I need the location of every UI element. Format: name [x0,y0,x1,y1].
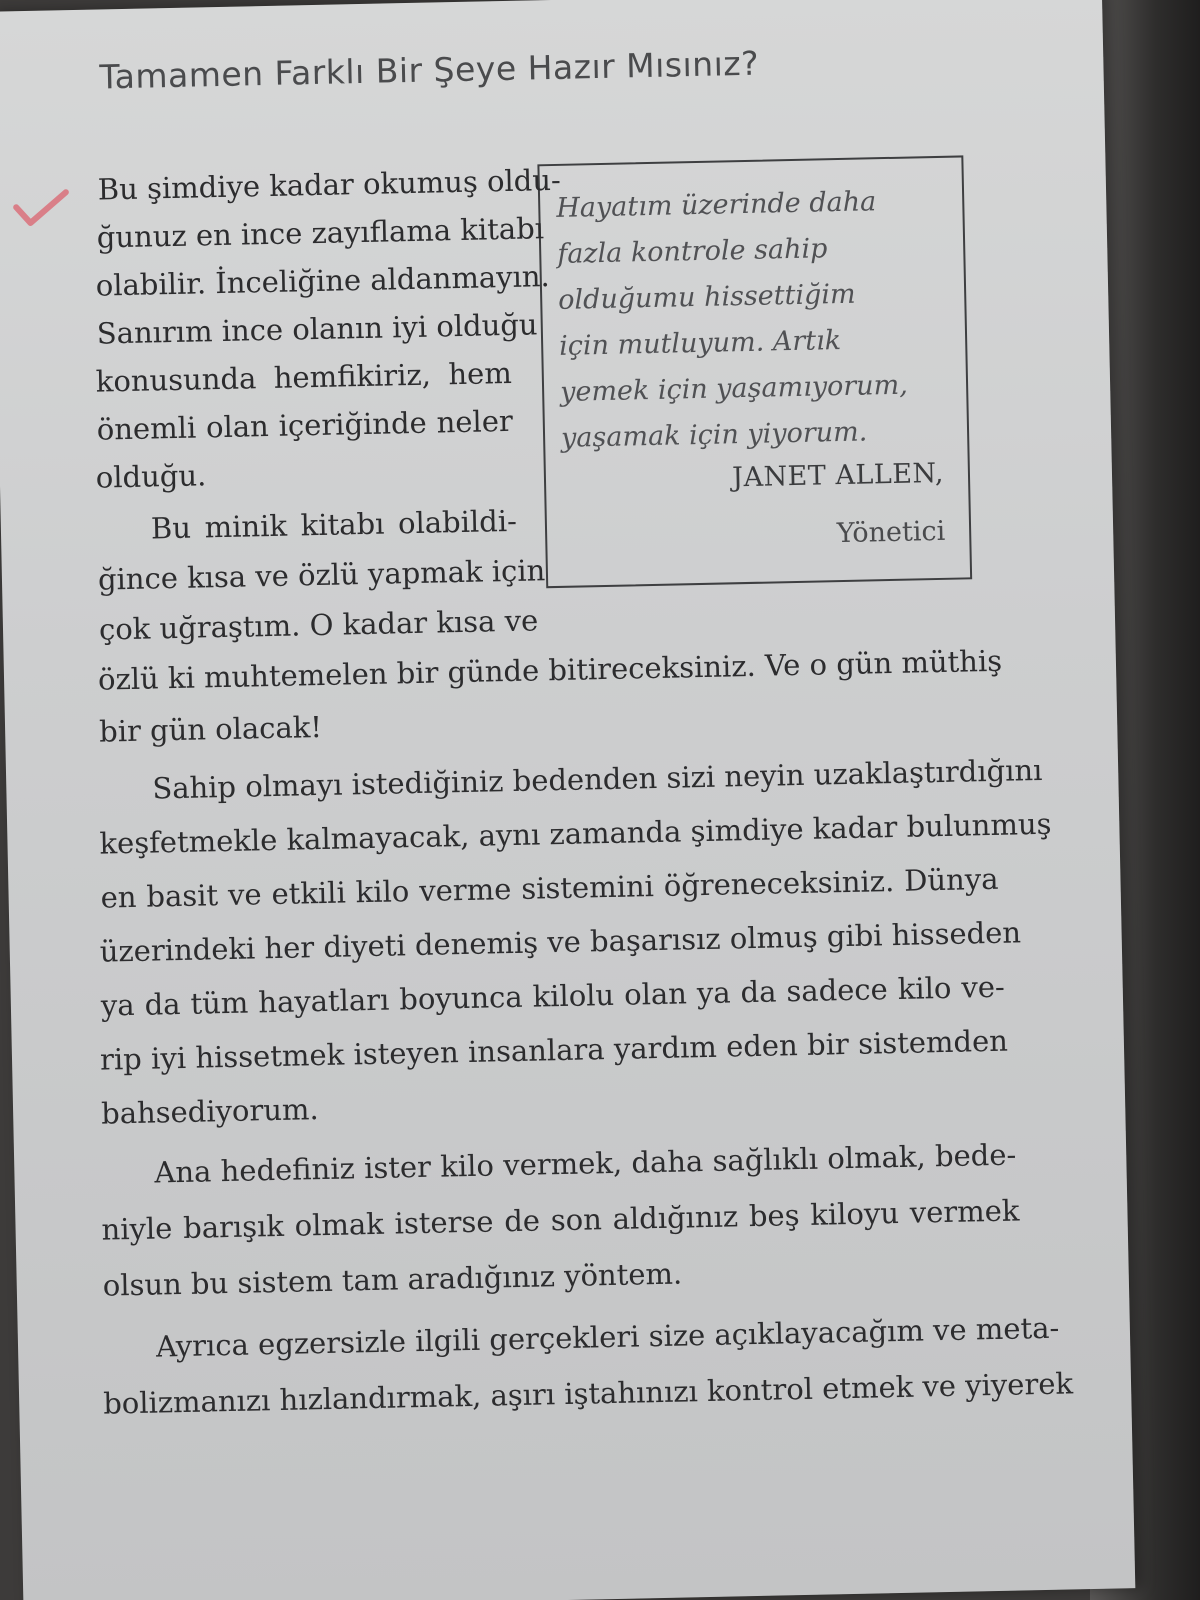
paragraph-line: Ayrıca egzersizle ilgili gerçekleri size açıklayacağım ve meta- [155,1310,1060,1364]
quote-author: JANET ALLEN, [731,457,945,494]
paragraph-line: ya da tüm hayatları boyunca kilolu olan ya da sadece kilo ve- [100,969,1006,1023]
quote-line: yaşamak için yiyorum. [560,416,868,454]
paragraph-line: Sahip olmayı istediğiniz bedenden sizi neyin uzaklaştırdığını [152,752,1043,806]
quote-line: için mutluyum. Artık [558,325,842,362]
paragraph-line: önemli olan içeriğinde neler [96,403,514,447]
paragraph-line: çok uğraştım. O kadar kısa ve [98,603,539,647]
paragraph-line: olabilir. İnceliğine aldanmayın. [95,259,551,303]
checkmark-icon [12,188,71,231]
page-title: Tamamen Farklı Bir Şeye Hazır Mısınız? [99,43,760,97]
quote-text [556,178,958,462]
quote-line: Hayatım üzerinde daha [555,186,877,224]
paragraph-line: keşfetmekle kalmayacak, aynı zamanda şimdiye kadar bulunmuş [99,806,1052,861]
quote-box [537,155,972,588]
paragraph-line: bolizmanızı hızlandırmak, aşırı iştahınızı kontrol etmek ve yiyerek [102,1366,1074,1421]
paragraph-line: rip iyi hissetmek isteyen insanlara yardım eden bir sistemden [99,1023,1009,1077]
quote-line: yemek için yaşamıyorum, [559,369,909,408]
paragraph-line: konusunda hemfikiriz, hem [95,355,513,399]
paragraph-line: ğince kısa ve özlü yapmak için [97,553,546,597]
paragraph-line: üzerindeki her diyeti denemiş ve başarısız olmuş gibi hisseden [99,915,1022,969]
quote-line: olduğumu hissettiğim [557,278,856,316]
paragraph-line: niyle barışık olmak isterse de son aldığınız beş kiloyu vermek [101,1193,1020,1247]
paragraph-line: Ana hedefiniz ister kilo vermek, daha sağlıklı olmak, bede- [154,1137,1017,1190]
paragraph-line: ğunuz en ince zayıflama kitabı [96,211,545,255]
paragraph-line: en basit ve etkili kilo verme sistemini öğreneceksiniz. Dünya [100,861,999,915]
paragraph-line: bir gün olacak! [98,709,323,749]
paragraph-line: bahsediyorum. [100,1092,319,1131]
quote-line: fazla kontrole sahip [556,233,828,270]
quote-author-role: Yönetici [836,515,946,550]
paragraph-line: olsun bu sistem tam aradığınız yöntem. [102,1256,683,1303]
paragraph-line: Sanırım ince olanın iyi olduğu [96,307,538,351]
paragraph-line: Bu şimdiye kadar okumuş oldu- [97,162,562,207]
paragraph-line: olduğu. [95,458,207,495]
paragraph-line: Bu minik kitabı olabildi- [150,503,518,546]
paragraph-line: özlü ki muhtemelen bir günde bitireceksiniz. Ve o gün müthiş [97,643,1003,697]
